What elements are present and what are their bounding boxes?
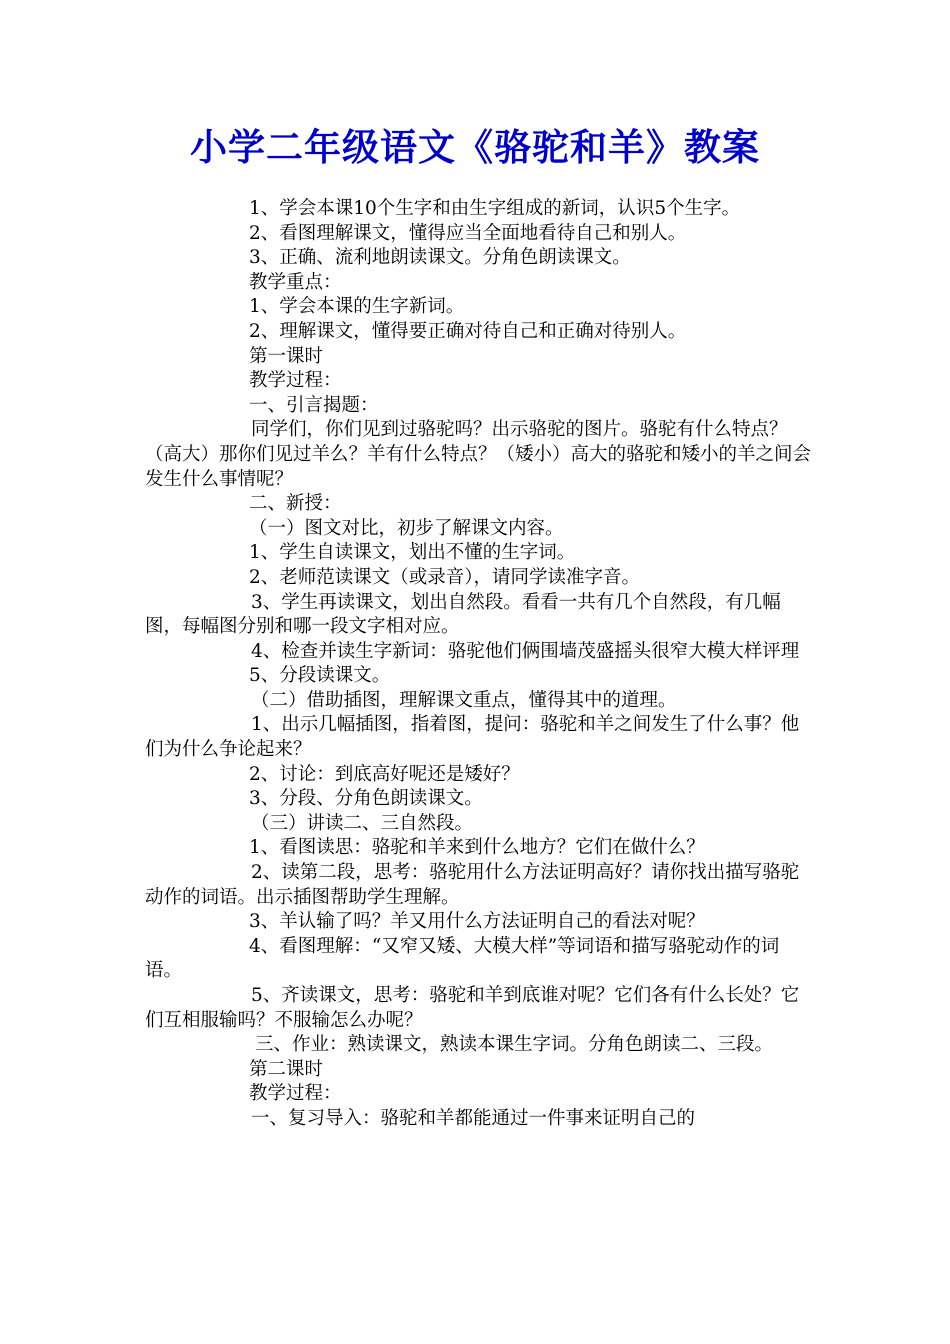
paragraph: 3、羊认输了吗？羊又用什么方法证明自己的看法对呢？ — [249, 911, 705, 933]
paragraph: 教学重点： — [249, 271, 342, 293]
document-title: 小学二年级语文《骆驼和羊》教案 — [190, 126, 760, 169]
paragraph: 3、学生再读课文，划出自然段。看看一共有几个自然段，有几幅图，每幅图分别和哪一段文字相对应。 — [145, 591, 781, 638]
paragraph: （三）讲读二、三自然段。 — [251, 812, 474, 834]
paragraph: 二、新授： — [249, 493, 342, 515]
paragraph: 教学过程： — [249, 1083, 342, 1105]
paragraph: 1、学会本课10个生字和由生字组成的新词，认识5个生字。 — [249, 198, 741, 219]
paragraph: 2、讨论：到底高好呢还是矮好？ — [249, 763, 520, 785]
paragraph: 同学们，你们见到过骆驼吗？出示骆驼的图片。骆驼有什么特点？（高大）那你们见过羊么？羊有什么特点？（矮小）高大的骆驼和矮小的羊之间会发生什么事情呢？ — [145, 419, 812, 490]
document-body — [145, 197, 815, 1132]
paragraph: 1、学会本课的生字新词。 — [249, 296, 465, 318]
paragraph: 1、学生自读课文，划出不懂的生字词。 — [249, 542, 576, 564]
paragraph: 2、老师范读课文（或录音），请同学读准字音。 — [249, 566, 641, 588]
paragraph: 一、引言揭题： — [249, 394, 379, 416]
paragraph: 3、分段、分角色朗读课文。 — [249, 788, 483, 810]
paragraph: 第一课时 — [249, 345, 324, 367]
paragraph: 5、齐读课文，思考：骆驼和羊到底谁对呢？它们各有什么长处？它们互相服输吗？不服输怎么办呢？ — [145, 985, 800, 1031]
paragraph: 2、看图理解课文，懂得应当全面地看待自己和别人。 — [249, 222, 687, 244]
paragraph: 一、复习导入：骆驼和羊都能通过一件事来证明自己的 — [251, 1107, 696, 1129]
paragraph: 4、检查并读生字新词：骆驼他们俩围墙茂盛摇头很窄大模大样评理 — [251, 640, 800, 662]
paragraph: 第二课时 — [249, 1058, 324, 1080]
paragraph: 4、看图理解：“又窄又矮、大模大样”等词语和描写骆驼动作的词语。 — [145, 935, 780, 982]
paragraph: 1、出示几幅插图，指着图，提问：骆驼和羊之间发生了什么事？他们为什么争论起来？ — [145, 714, 800, 761]
paragraph: （二）借助插图，理解课文重点，懂得其中的道理。 — [251, 689, 677, 711]
paragraph: （一）图文对比，初步了解课文内容。 — [249, 517, 564, 539]
paragraph: 1、看图读思：骆驼和羊来到什么地方？它们在做什么？ — [249, 837, 705, 859]
paragraph: 2、理解课文，懂得要正确对待自己和正确对待别人。 — [249, 320, 687, 342]
paragraph: 教学过程： — [249, 370, 342, 392]
paragraph: 3、正确、流利地朗读课文。分角色朗读课文。 — [249, 247, 631, 269]
paragraph: 5、分段读课文。 — [249, 665, 391, 687]
paragraph: 三、作业：熟读课文，熟读本课生字词。分角色朗读二、三段。 — [255, 1034, 774, 1056]
paragraph: 2、读第二段，思考：骆驼用什么方法证明高好？请你找出描写骆驼动作的词语。出示插图帮助学生理解。 — [145, 862, 800, 908]
